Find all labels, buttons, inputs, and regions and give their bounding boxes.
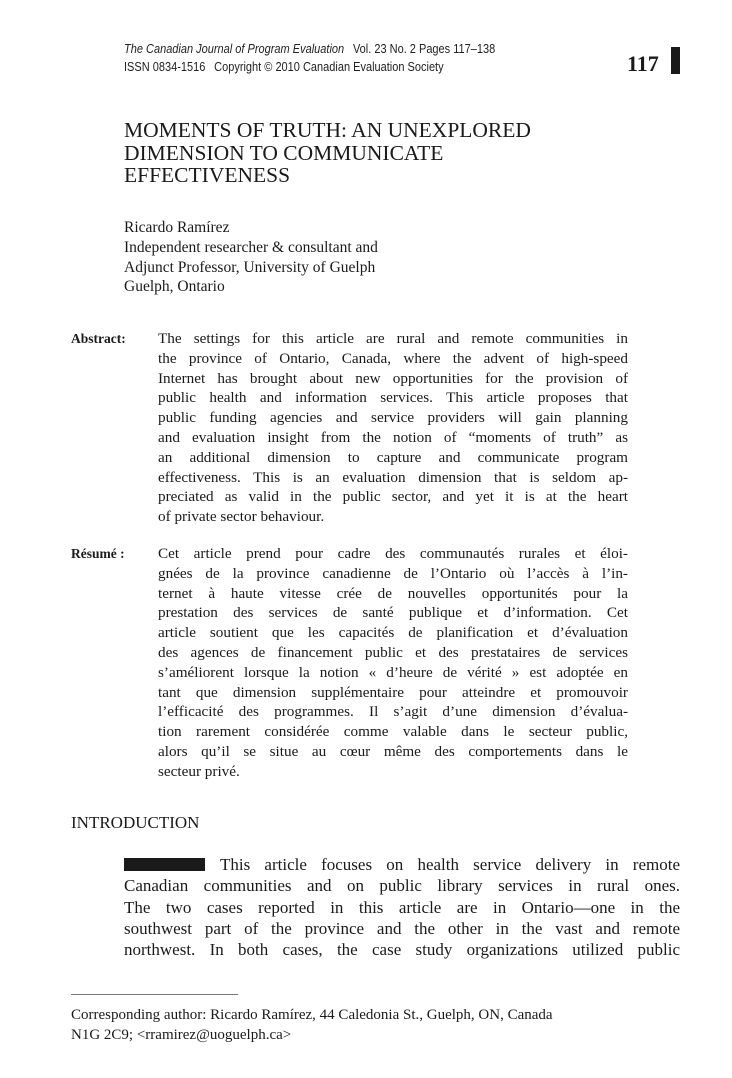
title-line: MOMENTS OF TRUTH: AN UNEXPLORED — [124, 118, 531, 142]
abstract-body — [158, 329, 628, 527]
abstract-line: an additional dimension to capture and communicate program — [158, 448, 628, 466]
resume-line: article soutient que les capacités de planification et d’évaluation — [158, 624, 628, 642]
abstract-line: The settings for this article are rural and remote communities in — [158, 330, 628, 347]
introduction-line: Canadian communities and on public library services in rural ones. — [124, 876, 680, 896]
introduction-line: southwest part of the province and the other in the vast and remote — [124, 918, 680, 938]
abstract-label: Abstract: — [71, 331, 126, 346]
resume-line: ternet à haute vitesse crée de nouvelles opportunités pour la — [158, 584, 628, 602]
resume-line: alors qu’il se situe au cœur même des comportements dans le — [158, 742, 628, 760]
footnote-divider — [71, 994, 238, 995]
resume-line: prestation des services de santé publique et d’information. Cet — [158, 604, 628, 622]
footnote-line: N1G 2C9; <rramirez@uoguelph.ca> — [71, 1026, 292, 1043]
title-line: EFFECTIVENESS — [124, 163, 291, 187]
resume-line: secteur privé. — [158, 762, 240, 780]
resume-label: Résumé : — [71, 546, 125, 561]
resume-line: gnées de la province canadienne de l’Ontario où l’accès à l’in- — [158, 564, 628, 582]
introduction-line: This article focuses on health service delivery in remote — [220, 855, 680, 874]
volume-info: Vol. 23 No. 2 Pages 117–138 — [352, 42, 496, 56]
corresponding-author-footnote — [71, 1006, 671, 1045]
running-head — [124, 40, 495, 76]
introduction-line: northwest. In both cases, the case study organizations utilized public — [124, 940, 680, 960]
author-affiliation-line: Guelph, Ontario — [124, 278, 225, 296]
author-affiliation-line: Independent researcher & consultant and — [124, 238, 378, 256]
abstract-line: preciated as valid in the public sector, and yet it is at the heart — [158, 488, 628, 506]
issn: ISSN 0834-1516 — [124, 60, 206, 74]
abstract-line: Internet has brought about new opportunities for the provision of — [158, 369, 628, 387]
page-number: 117 — [627, 51, 659, 76]
introduction-line: The two cases reported in this article are in Ontario—one in the — [124, 897, 680, 917]
abstract-line: the province of Ontario, Canada, where the advent of high-speed — [158, 349, 628, 367]
resume-line: l’efficacité des programmes. Il s’agit d’une dimension d’évalua- — [158, 703, 628, 721]
abstract-line: and evaluation insight from the notion of “moments of truth” as — [158, 428, 628, 446]
running-head-line-2 — [124, 58, 495, 76]
abstract-line: public funding agencies and service providers will gain planning — [158, 409, 628, 427]
page-edge-marker — [671, 47, 680, 74]
resume-line: Cet article prend pour cadre des communautés rurales et éloi- — [158, 545, 628, 562]
abstract-line: public health and information services. This article proposes that — [158, 389, 628, 407]
author-affiliation-line: Adjunct Professor, University of Guelph — [124, 258, 376, 276]
introduction-body — [124, 854, 680, 960]
footnote-line: Corresponding author: Ricardo Ramírez, 44 Caledonia St., Guelph, ON, Canada — [71, 1007, 553, 1023]
introduction-heading: INTRODUCTION — [71, 813, 200, 832]
resume-line: des agences de financement public et des prestataires de services — [158, 643, 628, 661]
resume-body — [158, 544, 628, 782]
abstract-line: effectiveness. This is an evaluation dimension that is seldom ap- — [158, 468, 628, 486]
journal-name: The Canadian Journal of Program Evaluation — [124, 42, 345, 56]
running-head-line-1 — [124, 40, 495, 58]
article-title — [124, 119, 644, 187]
resume-line: s’améliorent lorsque la notion « d’heure de vérité » est adoptée en — [158, 663, 628, 681]
abstract-line: of private sector behaviour. — [158, 508, 325, 526]
author-name: Ricardo Ramírez — [124, 219, 230, 236]
resume-line: tion rarement considérée comme valable dans le secteur public, — [158, 723, 628, 741]
author-block — [124, 218, 378, 297]
resume-line: tant que dimension supplémentaire pour atteindre et promouvoir — [158, 683, 628, 701]
copyright: Copyright © 2010 Canadian Evaluation Society — [214, 60, 444, 74]
title-line: DIMENSION TO COMMUNICATE — [124, 140, 444, 165]
